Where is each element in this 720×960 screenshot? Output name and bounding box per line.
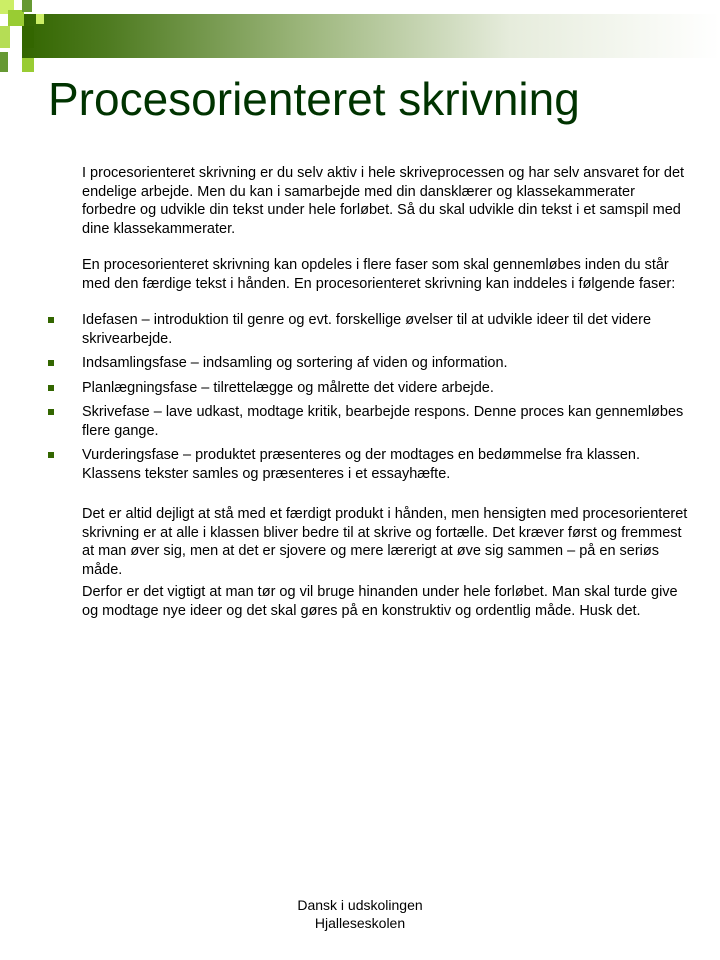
phase-list-item [48, 403, 688, 440]
phase-text: Idefasen – introduktion til genre og evt. forskellige øvelser til at udvikle ideer til det videre skrivearbejde. [82, 312, 652, 347]
square-bullet-icon [48, 409, 54, 415]
footer-school: Hjalleseskolen [314, 915, 406, 931]
slide-body [48, 164, 688, 638]
decor-square [0, 26, 10, 48]
decor-square [22, 0, 32, 12]
decor-square [0, 52, 8, 72]
decor-square [36, 14, 44, 24]
phase-list-item [48, 379, 688, 398]
slide-title: Procesorienteret skrivning [48, 73, 580, 125]
phase-list-item [48, 311, 688, 348]
footer-course: Dansk i udskolingen [297, 897, 423, 913]
phase-text: Skrivefase – lave udkast, modtage kritik, bearbejde respons. Denne proces kan gennemløbes flere gange. [82, 404, 684, 439]
square-bullet-icon [48, 452, 54, 458]
decor-square [22, 58, 34, 72]
phase-list [48, 311, 688, 483]
closing-paragraph: Derfor er det vigtigt at man tør og vil bruge hinanden under hele forløbet. Man skal turde give og modtage nye ideer og det skal gøres på en konstruktiv og ordentlig måde. Husk det. [82, 584, 678, 619]
decor-square [8, 10, 24, 26]
intro-paragraph: I procesorienteret skrivning er du selv aktiv i hele skriveprocessen og har selv ansvaret for det endelige arbejde. Men du kan i samarbejde med din dansklærer og klassekammerater forbedre og udvikle din tekst under hele forløbet. Så du skal udvikle din tekst i et samspil med dine klassekammerater. [82, 165, 685, 237]
phase-text: Indsamlingsfase – indsamling og sortering af viden og information. [82, 355, 508, 371]
square-bullet-icon [48, 360, 54, 366]
square-bullet-icon [48, 385, 54, 391]
decor-square [22, 26, 34, 48]
phase-list-item [48, 446, 688, 483]
phase-text: Vurderingsfase – produktet præsenteres og der modtages en bedømmelse fra klassen. Klassens tekster samles og præsenteres i et essayhæfte. [82, 447, 641, 482]
phase-text: Planlægningsfase – tilrettelægge og målrette det videre arbejde. [82, 379, 494, 396]
square-bullet-icon [48, 317, 54, 323]
intro-paragraph: En procesorienteret skrivning kan opdeles i flere faser som skal gennemløbes inden du står med den færdige tekst i hånden. En procesorienteret skrivning kan inddeles i følgende faser: [82, 257, 676, 292]
header-gradient-bar [22, 14, 720, 58]
closing-paragraph: Det er altid dejligt at stå med et færdigt produkt i hånden, men hensigten med procesorienteret skrivning er at alle i klassen bliver bedre til at skrive og fortælle. Det kræver først og fremmest at man øver sig, men at det er sjovere og mere lærerigt at øve sig sammen – på en seriøs måde. [82, 506, 688, 578]
phase-list-item [48, 354, 688, 373]
slide-footer [260, 896, 460, 932]
